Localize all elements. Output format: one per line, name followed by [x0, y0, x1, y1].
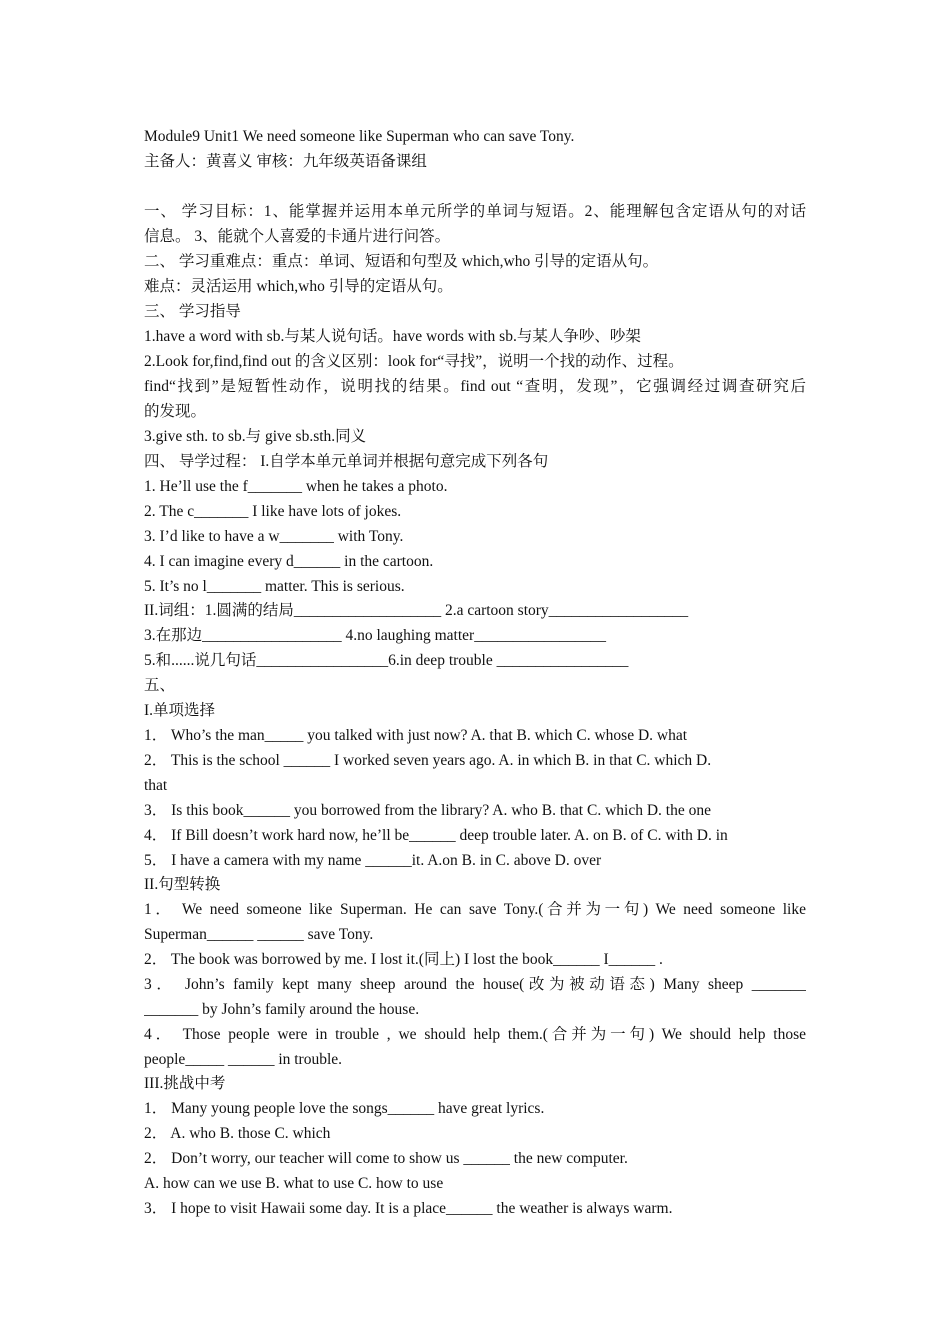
objectives-line-2: 信息。 3、能就个人喜爱的卡通片进行问答。	[144, 228, 451, 245]
fill-question-2: 2. The c_______ I like have lots of jokes.	[144, 503, 402, 520]
guidance-item-2: 2.Look for,find,find out 的含义区别：look for“寻找”，说明一个找的动作、过程。	[144, 353, 684, 370]
phrases-line-2: 3.在那边__________________ 4.no laughing matter_________________	[144, 627, 606, 644]
multiple-choice-2: 2． This is the school ______ I worked seven years ago. A. in which B. in that C. which D.	[144, 752, 712, 769]
key-points-line-1: 二、 学习重难点：重点：单词、短语和句型及 which,who 引导的定语从句。	[144, 253, 659, 270]
guidance-item-2-cont-1: find“找到”是短暂性动作，说明找的结果。find out “查明，发现”，它强调经过调查研究后	[144, 378, 806, 395]
challenge-2-options: A. how can we use B. what to use C. how to use	[144, 1175, 444, 1192]
process-heading: 四、 导学过程： I.自学本单元单词并根据句意完成下列各句	[144, 453, 549, 470]
multiple-choice-4: 4． If Bill doesn’t work hard now, he’ll be______ deep trouble later. A. on B. of C. with D. in	[144, 827, 728, 844]
preparers-line: 主备人：黄喜义 审核：九年级英语备课组	[144, 153, 427, 170]
transformation-1-cont: Superman______ ______ save Tony.	[144, 926, 374, 943]
document-title: Module9 Unit1 We need someone like Superman who can save Tony.	[144, 128, 575, 145]
section-5-heading: 五、	[144, 677, 176, 694]
transformation-1: 1． We need someone like Superman. He can save Tony.(合并为一句) We need someone like	[144, 901, 806, 918]
phrases-line-1: II.词组：1.圆满的结局___________________ 2.a cartoon story__________________	[144, 602, 689, 619]
challenge-1-options: 2． A. who B. those C. which	[144, 1125, 331, 1142]
guidance-heading: 三、 学习指导	[144, 303, 241, 320]
transformation-4: 4． Those people were in trouble , we should help them.(合并为一句) We should help those	[144, 1026, 806, 1043]
multiple-choice-heading: I.单项选择	[144, 702, 216, 719]
guidance-item-2-cont-2: 的发现。	[144, 403, 207, 420]
challenge-heading: III.挑战中考	[144, 1075, 226, 1092]
multiple-choice-5: 5． I have a camera with my name ______it. A.on B. in C. above D. over	[144, 852, 602, 869]
transformation-heading: II.句型转换	[144, 876, 221, 893]
guidance-item-3: 3.give sth. to sb.与 give sb.sth.同义	[144, 428, 367, 445]
multiple-choice-2-cont: that	[144, 777, 168, 794]
guidance-item-1: 1.have a word with sb.与某人说句话。have words with sb.与某人争吵、吵架	[144, 328, 641, 345]
objectives-line-1: 一、 学习目标：1、能掌握并运用本单元所学的单词与短语。2、能理解包含定语从句的对话	[144, 203, 806, 220]
transformation-3-cont: _______ by John’s family around the house.	[144, 1001, 420, 1018]
transformation-2: 2． The book was borrowed by me. I lost it.(同上) I lost the book______ I______ .	[144, 951, 663, 968]
phrases-line-3: 5.和......说几句话_________________6.in deep trouble _________________	[144, 652, 629, 669]
transformation-3: 3． John’s family kept many sheep around the house(改为被动语态) Many sheep _______	[144, 976, 806, 993]
multiple-choice-1: 1． Who’s the man_____ you talked with just now? A. that B. which C. whose D. what	[144, 727, 688, 744]
fill-question-5: 5. It’s no l_______ matter. This is serious.	[144, 578, 405, 595]
fill-question-4: 4. I can imagine every d______ in the cartoon.	[144, 553, 434, 570]
transformation-4-cont: people_____ ______ in trouble.	[144, 1051, 343, 1068]
challenge-1: 1． Many young people love the songs______ have great lyrics.	[144, 1100, 545, 1117]
key-points-line-2: 难点：灵活运用 which,who 引导的定语从句。	[144, 278, 453, 295]
challenge-2: 2． Don’t worry, our teacher will come to show us ______ the new computer.	[144, 1150, 628, 1167]
fill-question-3: 3. I’d like to have a w_______ with Tony.	[144, 528, 404, 545]
challenge-3: 3． I hope to visit Hawaii some day. It is a place______ the weather is always warm.	[144, 1200, 673, 1217]
fill-question-1: 1. He’ll use the f_______ when he takes a photo.	[144, 478, 448, 495]
multiple-choice-3: 3． Is this book______ you borrowed from the library? A. who B. that C. which D. the one	[144, 802, 711, 819]
